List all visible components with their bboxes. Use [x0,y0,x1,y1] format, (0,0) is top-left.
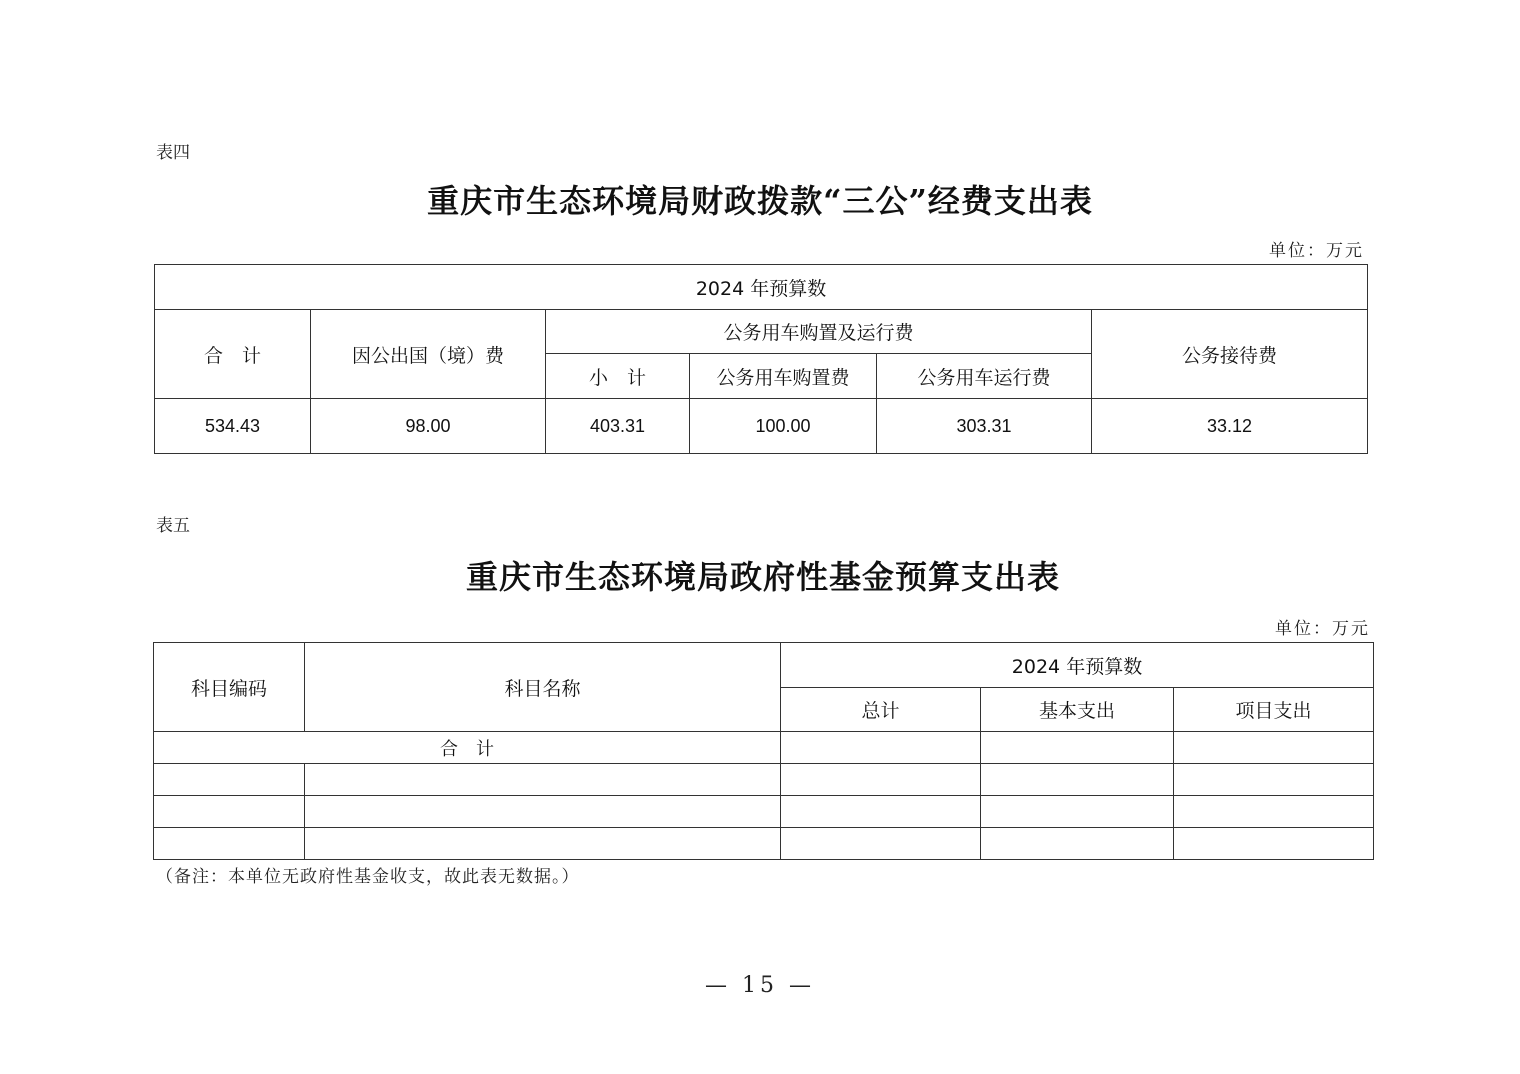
table4-col-reception: 公务接待费 [1092,310,1368,399]
table5-cell [981,764,1174,796]
table4-value-abroad: 98.00 [311,399,546,454]
table5-cell [154,796,305,828]
table5-row-total-label: 合 计 [154,732,781,764]
table5-sub-project: 项目支出 [1174,688,1374,732]
table5-cell [981,796,1174,828]
government-fund-table [153,642,1374,860]
table5-note: （备注：本单位无政府性基金收支，故此表无数据。） [156,867,580,887]
table5-cell [1174,828,1374,860]
table5-cell [1174,764,1374,796]
table4-title: 重庆市生态环境局财政拨款“三公”经费支出表 [427,182,1093,220]
table5-cell [305,828,781,860]
table5-cell [781,796,981,828]
table5-label: 表五 [156,516,190,536]
table4-value-reception: 33.12 [1092,399,1368,454]
table4-sub-operation: 公务用车运行费 [877,354,1092,399]
table4-col-total: 合 计 [155,310,311,399]
table4-year-header: 2024 年预算数 [155,265,1368,310]
table5-cell [781,732,981,764]
table5-cell [981,732,1174,764]
table5-cell [981,828,1174,860]
table5-col-name: 科目名称 [305,643,781,732]
table5-cell [1174,796,1374,828]
table5-cell [781,828,981,860]
table5-col-code: 科目编码 [154,643,305,732]
table5-sub-basic: 基本支出 [981,688,1174,732]
table5-cell [154,828,305,860]
table4-col-vehicle: 公务用车购置及运行费 [546,310,1092,354]
table5-year-header: 2024 年预算数 [781,643,1374,688]
table4-sub-subtotal: 小 计 [546,354,690,399]
table5-cell [1174,732,1374,764]
page-number: — 15 — [705,973,815,998]
table5-title: 重庆市生态环境局政府性基金预算支出表 [465,558,1060,596]
table5-cell [781,764,981,796]
table5-unit: 单位：万元 [1275,619,1370,639]
table4-value-total: 534.43 [155,399,311,454]
table4-col-abroad: 因公出国（境）费 [311,310,546,399]
table5-cell [305,796,781,828]
table5-cell [305,764,781,796]
table5-sub-total: 总计 [781,688,981,732]
table4-value-vehicle-purchase: 100.00 [690,399,877,454]
table4-unit: 单位：万元 [1269,241,1364,261]
table5-cell [154,764,305,796]
table4-label: 表四 [156,143,190,163]
table4-value-vehicle-subtotal: 403.31 [546,399,690,454]
table4-sub-purchase: 公务用车购置费 [690,354,877,399]
three-public-expenses-table [154,264,1368,454]
table4-value-vehicle-operation: 303.31 [877,399,1092,454]
